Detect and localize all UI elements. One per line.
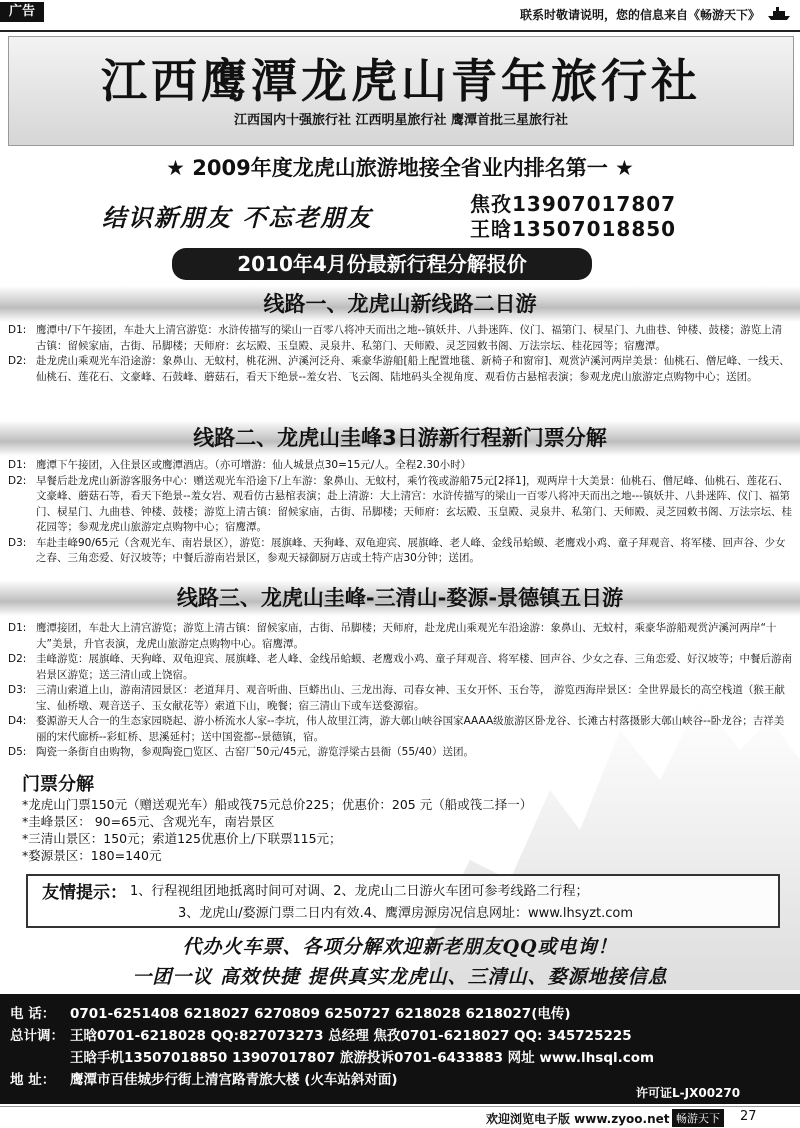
contact-jiao: 焦孜13907017807 [470,192,677,216]
day-label: D2: [8,474,27,487]
tips-box [26,874,780,928]
top-bar [0,0,800,32]
day-text: 圭峰游览：展旗峰、天狗峰、双龟迎宾、展旗峰、老人峰、金线吊蛤蟆、老鹰戏小鸡、童子拜观音、将军楼、回声谷、少女之春、三角恋爱、好汉坡等；中餐后游南岩景区游览；送三清山或上饶宿。 [36,653,792,681]
ad-label: 广告 [0,2,44,22]
promo-line-1: 代办火车票、各项分解欢迎新老朋友QQ或电询！ [182,936,618,958]
ticket-line: *三清山景区：150元；索道125优惠价上/下联票115元； [22,831,342,846]
route-2-title: 线路二、龙虎山圭峰3日游新行程新门票分解 [0,420,800,456]
cruise-ship-icon [766,4,792,22]
day-text: 车赴圭峰90/65元（含观光车、南岩景区），游览：展旗峰、天狗峰、双龟迎宾、展旗峰、老人峰、金线吊蛤蟆、老鹰戏小鸡、童子拜观音、将军楼、回声谷、少女之春、三角恋爱、好汉坡等；中餐后游南岩景区，参观天禄御厨万店或土特产店30分钟；送团。 [36,536,786,564]
price-banner: 2010年4月份最新行程分解报价 [172,248,592,280]
tips-line-1: 1、行程视组团地抵离时间可对调、2、龙虎山二日游火车团可参考线路二行程； [130,884,589,899]
slogan: 结识新朋友 不忘老朋友 [102,203,373,232]
itinerary-day [8,621,792,652]
address-label: 地 址： [10,1072,56,1088]
ticket-list [22,796,532,864]
day-text: 鹰潭下午接团，入住景区或鹰潭酒店。（亦可增游：仙人城景点30=15元/人。全程2.30小时） [36,459,472,471]
address-row [10,1068,398,1088]
phone-numbers: 0701-6251408 6218027 6270809 6250727 6218028 6218027(电传) [70,1006,571,1022]
day-text: 婺源游天人合一的生态家园晓起、游小桥流水人家--李坑，伟人故里江湾，游大鄣山峡谷国家AAAA级旅游区卧龙谷、长滩古村落摄影大鄣山峡谷--卧龙谷；吉祥美丽的宋代廊桥--彩虹桥、思溪延村；送中国瓷都--景德镇，宿。 [36,715,785,743]
route-3-title: 线路三、龙虎山圭峰-三清山-婺源-景德镇五日游 [0,580,800,616]
phone-label: 电 话： [10,1006,56,1022]
day-label: D1: [8,622,27,634]
route-1-body [8,323,792,385]
agency-title: 江西鹰潭龙虎山青年旅行社 [101,54,701,108]
itinerary-day [8,354,792,385]
phone-row [10,1002,571,1022]
ticket-line: *圭峰景区： 90=65元、含观光车，南岩景区 [22,814,275,829]
route-2-body [8,458,792,567]
day-label: D5: [8,746,27,758]
day-text: 三清山索道上山，游南清园景区：老道拜月、观音听曲、巨蟒出山、三龙出海、司春女神、玉女开怀、玉台等， 游览西海岸景区：全世界最长的高空栈道（猴王献宝、仙桥墩、观音送子、玉女献花等）索道下山，晚餐；宿三清山下或车送婺源宿。 [36,684,785,712]
promo-line-2: 一团一议 高效快捷 提供真实龙虎山、三清山、婺源地接信息 [132,966,668,988]
day-label: D3: [8,536,27,549]
itinerary-day [8,323,792,354]
day-label: D4: [8,715,27,727]
day-label: D1: [8,324,27,336]
site-url: 欢迎浏览电子版 www.zyoo.net [486,1112,670,1126]
day-text: 赴龙虎山乘观光车沿途游：象鼻山、无蚊村，桃花洲、泸溪河泛舟、乘豪华游船[船上配置地毯、新椅子和窗帘]、观赏泸溪河两岸美景：仙桃石、僧尼峰、一线天、仙桃石、莲花石、文豪峰、石鼓峰、蘑菇石，看天下绝景--羞女岩、飞云阁、陆地码头全视角度、观看仿古悬棺表演；参观龙虎山旅游定点购物中心；送团。 [36,355,790,383]
itinerary-day [8,474,792,536]
itinerary-day [8,458,792,474]
day-text: 早餐后赴龙虎山新游客服务中心：赠送观光车沿途下/上车游：象鼻山、无蚊村，乘竹筏或游船75元[2择1]，观两岸十大美景：仙桃石、僧尼峰、仙桃石、莲花石、文豪峰、蘑菇石等，看天下绝景--羞女岩、观看仿古悬棺表演；赴上清游：大上清宫：水浒传描写的梁山一百零八将冲天而出之地---镇妖井、八卦迷阵、仪门、福第门、棂星门、九曲巷、钟楼、鼓楼；游览上清古镇：留候家庙，古街、吊脚楼；天师府：玄坛殿、玉皇殿、灵泉井、私第门、天师殿、灵芝园敕书阁、万法宗坛、桂花园等；参观龙虎山旅游定点购物中心；宿鹰潭。 [36,474,792,533]
page-number: 27 [740,1109,757,1124]
tips-line-2: 3、龙虎山/婺源门票二日内有效.4、鹰潭房源房况信息网址：www.lhsyzt.com [178,906,634,921]
day-text: 鹰潭接团，车赴大上清宫游览；游览上清古镇：留候家庙，古街、吊脚楼；天师府，赴龙虎山乘观光车沿途游：象鼻山、无蚊村，乘豪华游船观赏泸溪河两岸“十大”美景，升官表演，龙虎山旅游定点购物中心。宿鹰潭。 [36,622,777,650]
agency-subtitle: 江西国内十强旅行社 江西明星旅行社 鹰潭首批三星旅行社 [233,113,569,128]
day-label: D2: [8,355,27,367]
brand-badge: 畅游天下 [672,1109,724,1127]
scheduler-label: 总计调： [10,1028,64,1044]
itinerary-day [8,714,792,745]
day-label: D1: [8,459,27,471]
scheduler-contacts: 王晗0701-6218028 QQ:827073273 总经理 焦孜0701-6218027 QQ: 345725225 [70,1028,632,1044]
day-text: 鹰潭中/下午接团，车赴大上清宫游览：水浒传描写的梁山一百零八将冲天而出之地--镇妖井、八卦迷阵、仪门、福第门、棂星门、九曲巷、钟楼、鼓楼；游览上清古镇：留候家庙，古街、吊脚楼；天师府：玄坛殿、玉皇殿、灵泉井、私第门、天师殿、灵芝园敕书阁、万法宗坛、桂花园等；宿鹰潭。 [36,324,783,352]
route-1-title: 线路一、龙虎山新线路二日游 [0,286,800,322]
contact-footer [0,994,800,1104]
header-banner [8,36,794,146]
day-label: D3: [8,684,27,696]
tickets-heading: 门票分解 [22,774,94,795]
contact-wang: 王晗13507018850 [470,217,677,241]
itinerary-day [8,745,792,761]
mobile-row: 王晗手机13507018850 13907017807 旅游投诉0701-6433883 网址 www.lhsql.com [70,1050,655,1066]
itinerary-day [8,536,792,567]
tips-label: 友情提示： [42,883,127,903]
day-text: 陶瓷一条街自由购物，参观陶瓷□览区、古窑厂50元/45元，游览浮梁古县衙（55/40）送团。 [36,746,474,758]
scheduler-row [10,1024,632,1044]
ticket-line: *龙虎山门票150元（赠送观光车）船或筏75元总价225；优惠价：205 元（船或筏二择一） [22,797,533,812]
address-text: 鹰潭市百佳城步行街上清宫路青旅大楼 (火车站斜对面) [70,1072,398,1088]
route-3-body [8,621,792,761]
itinerary-day [8,652,792,683]
license-number: 许可证L-JX00270 [636,1086,741,1100]
day-label: D2: [8,653,27,665]
itinerary-day [8,683,792,714]
page-footer [0,1106,800,1128]
ranking-line: ★ 2009年度龙虎山旅游地接全省业内排名第一 ★ [166,156,634,180]
top-note: 联系时敬请说明，您的信息来自《畅游天下》 [519,8,760,22]
ticket-line: *婺源景区：180=140元 [22,848,162,863]
